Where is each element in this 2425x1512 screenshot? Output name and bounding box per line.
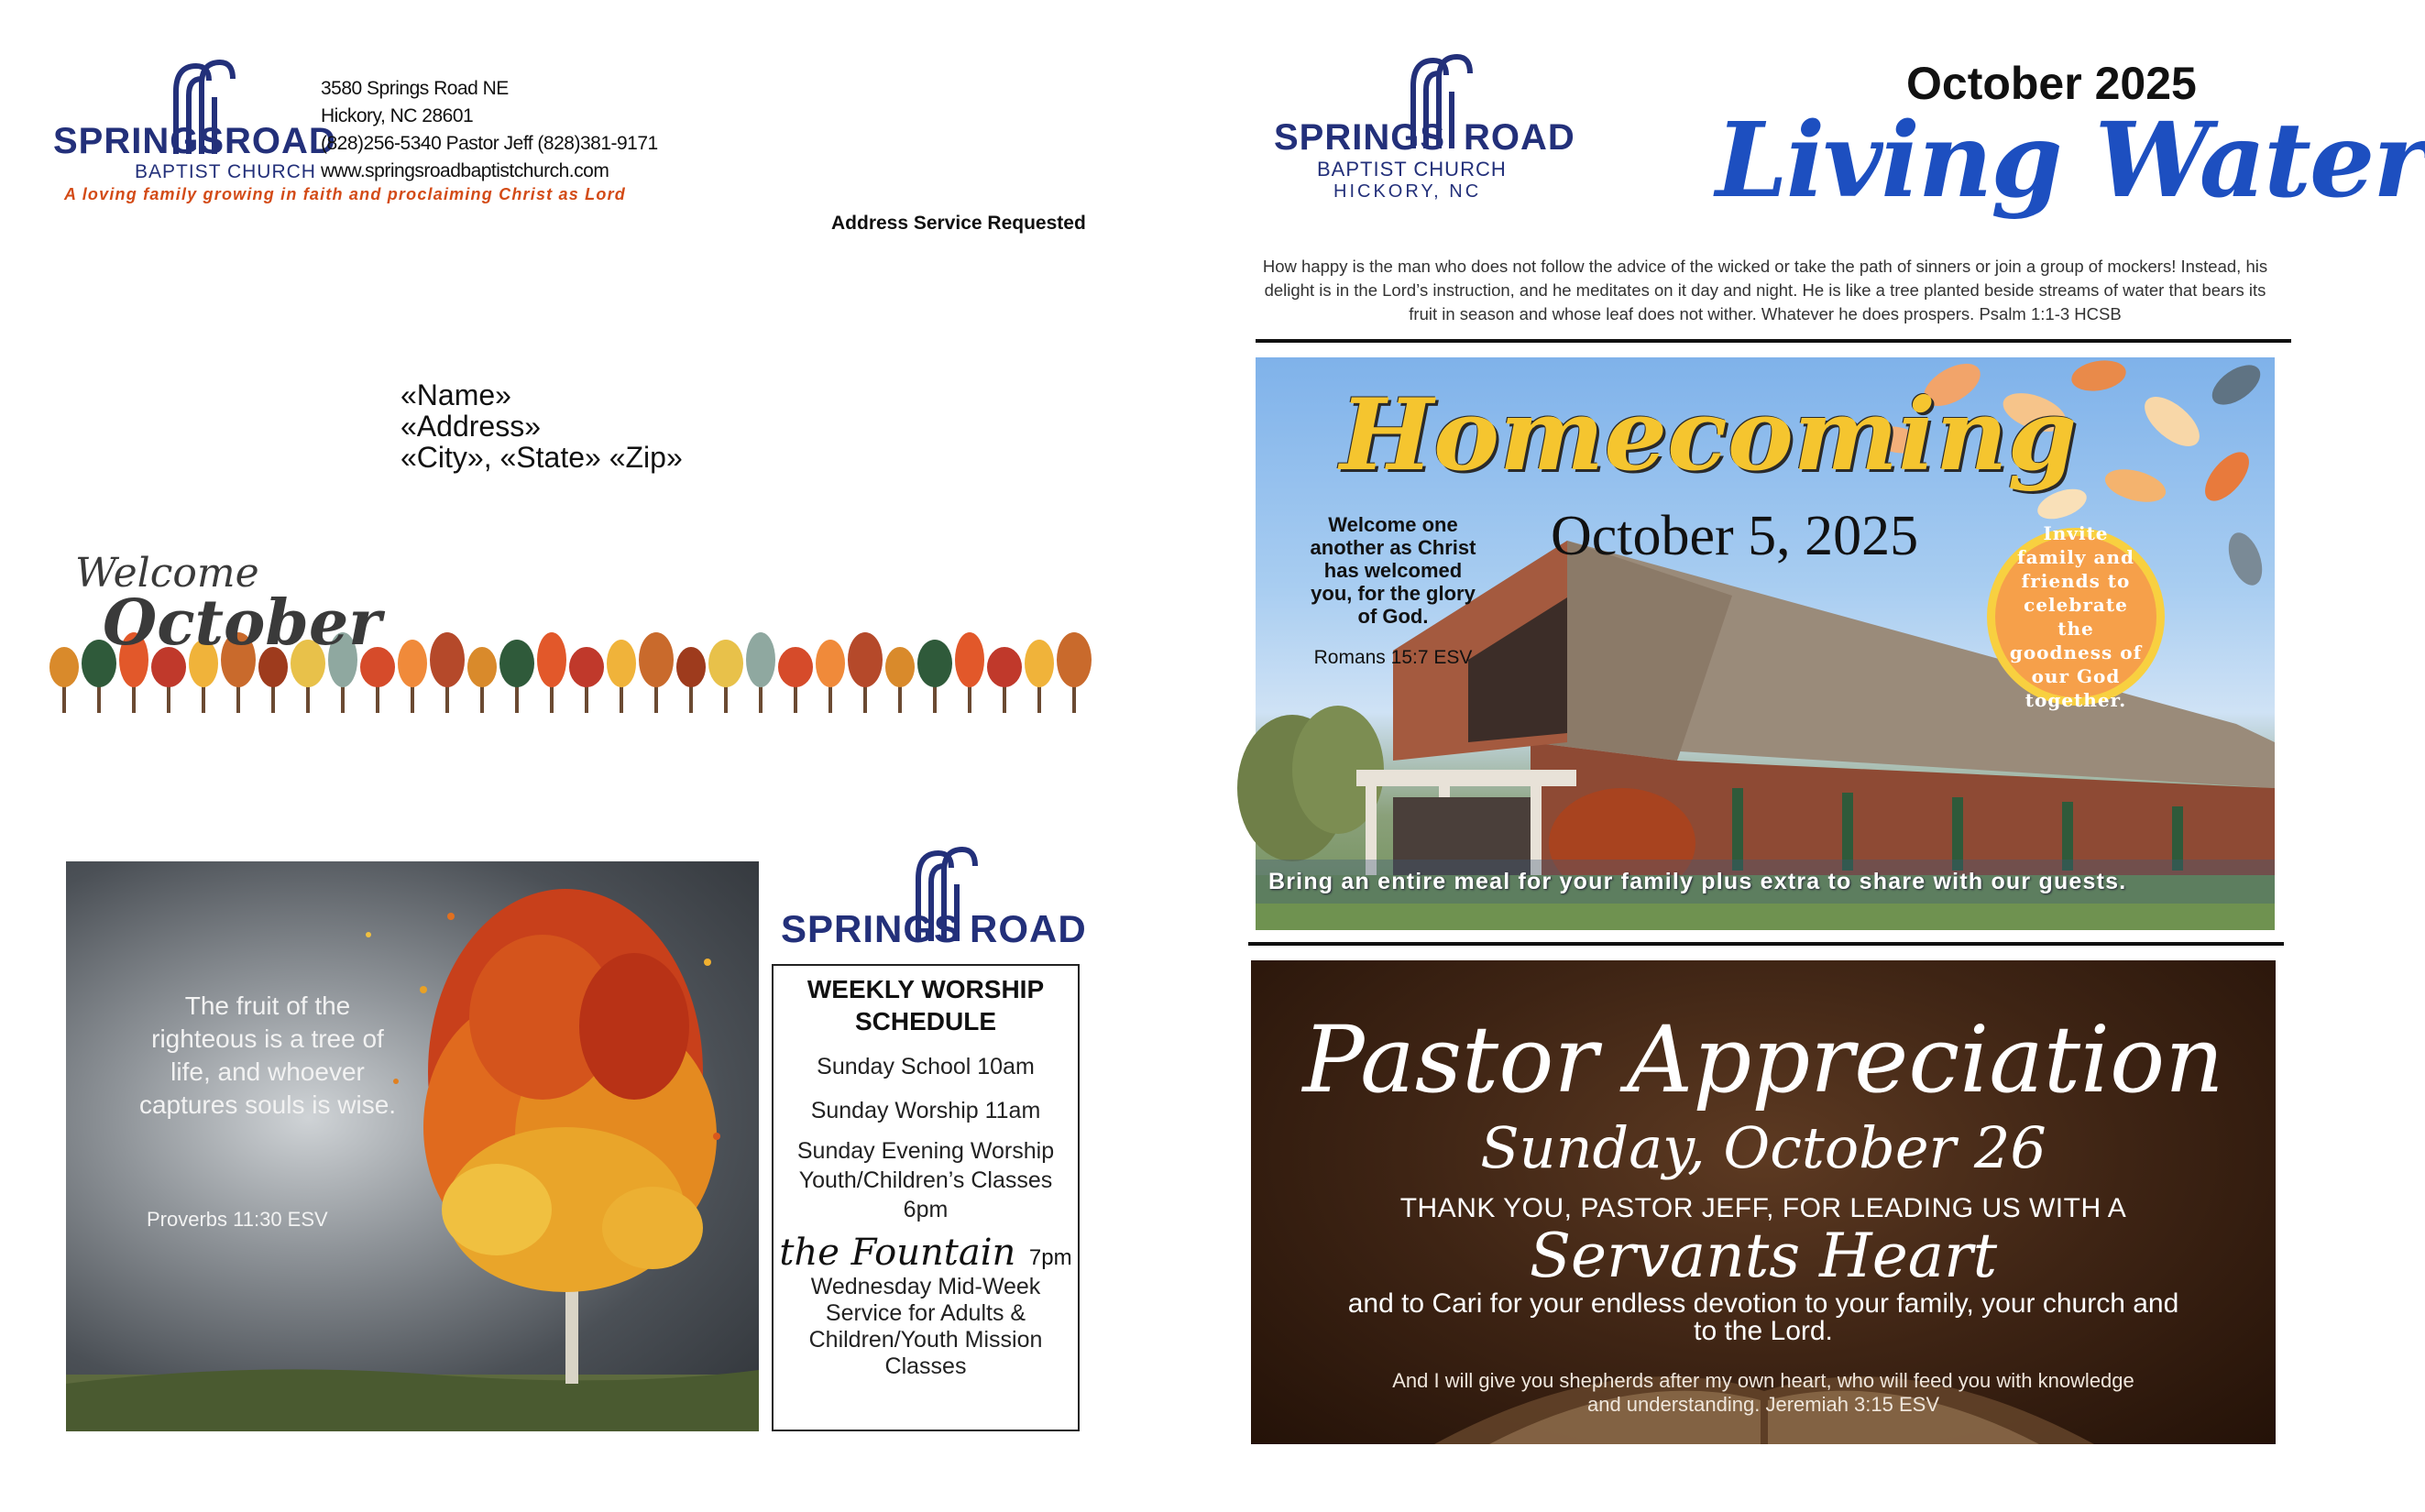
pastor-appreciation-title: Pastor Appreciation [1302,1006,2224,1113]
psalm-verse: How happy is the man who does not follow the advice of the wicked or take the path of sinners or join a group of mockers! Instead, his delight is in the Lord’s instruction, and he meditates on it day and night. He is like a tree planted beside streams of water that bears its fruit in season and whose leaf does not wither. Whatever he does prospers. Psalm 1:1-3 HCSB [1262,257,2268,323]
pastor-thanks-text: THANK YOU, PASTOR JEFF, FOR LEADING US WITH A [1399,1193,2127,1223]
schedule-item-sunday-evening: Sunday Evening Worship Youth/Children’s Classes 6pm [796,1138,1055,1222]
logo-word-springs: SPRINGS [53,121,225,161]
church-tagline: A loving family growing in faith and proclaiming Christ as Lord [64,185,626,203]
tree-icon [848,632,883,713]
invite-badge [1987,522,2165,711]
pastor-appreciation-date: Sunday, October 26 [1480,1114,2046,1181]
schedule-item-sunday-school: Sunday School 10am [817,1054,1035,1079]
masthead-logo-location: HICKORY, NC [1333,181,1482,202]
newsletter-title: Living Water [1716,101,2425,221]
tree-icon [607,640,636,713]
return-address-lines [321,75,658,185]
issue-month: October 2025 [1906,58,2197,109]
address-website: www.springsroadbaptistchurch.com [321,160,609,181]
tree-icon [499,640,534,713]
logo-subline: BAPTIST CHURCH [135,161,316,182]
tree-icon [1025,640,1054,713]
cari-thanks-text: and to Cari for your endless devotion to your family, your church and to the Lord. [1347,1288,2179,1346]
schedule-title: WEEKLY WORSHIP SCHEDULE [807,975,1045,1035]
tree-icon [537,632,566,713]
tree-icon [1057,632,1092,713]
invite-badge-text: Invite family and friends to celebrate the goodness of our God together. [2009,522,2143,711]
schedule-fountain [774,1232,1078,1274]
recipient-address [401,379,683,473]
recipient-name: «Name» [401,378,511,411]
tree-icon [917,640,952,713]
tree-icon [467,647,497,713]
tree-icon [430,632,465,713]
schedule-item-sunday-worship: Sunday Worship 11am [810,1098,1041,1123]
welcome-script-text: Welcome [75,550,259,597]
address-city: Hickory, NC 28601 [321,105,474,126]
tree-icon [778,647,813,713]
address-service-requested: Address Service Requested [831,213,1086,234]
tree-icon [955,632,984,713]
tree-icon [987,647,1022,713]
divider-top [1256,339,2291,343]
schedule-item-wednesday: Wednesday Mid-Week Service for Adults & Children/Youth Mission Classes [808,1274,1043,1379]
masthead-logo-springs: SPRINGS [1274,117,1446,158]
recipient-city-state-zip: «City», «State» «Zip» [401,441,683,474]
servants-heart-text: Servants Heart [1529,1221,1998,1291]
tree-icon [885,647,915,713]
schedule-logo-road: ROAD [970,907,1087,950]
tree-icon [746,632,775,713]
tree-icon [708,640,743,713]
schedule-logo-springs: SPRINGS [781,907,961,950]
tree-icon [639,632,674,713]
tree-icon [49,647,79,713]
address-phones: (828)256-5340 Pastor Jeff (828)381-9171 [321,133,658,154]
proverbs-verse-text: The fruit of the righteous is a tree of life, and whoever captures souls is wise. [138,992,397,1119]
masthead-logo-road: ROAD [1464,117,1575,158]
jeremiah-verse: And I will give you shepherds after my own heart, who will feed you with knowledge and understanding. Jeremiah 3:15 ESV [1392,1369,2134,1416]
proverbs-verse-reference: Proverbs 11:30 ESV [147,1208,328,1231]
homecoming-verse: Welcome one another as Christ has welcomed you, for the glory of God. [1310,513,1476,628]
homecoming-meal-banner: Bring an entire meal for your family plus extra to share with our guests. [1268,869,2127,894]
masthead-logo-subline: BAPTIST CHURCH [1317,158,1507,181]
homecoming-date: October 5, 2025 [1551,505,1919,567]
logo-word-road: ROAD [225,121,336,161]
fountain-name: the Fountain [779,1232,1016,1274]
recipient-address-line: «Address» [401,410,541,443]
october-script-text: October [103,586,382,660]
address-street: 3580 Springs Road NE [321,78,509,99]
fountain-time: 7pm [1028,1245,1072,1270]
homecoming-panel [1256,357,2275,930]
homecoming-verse-reference: Romans 15:7 ESV [1313,647,1473,668]
autumn-tree-icon [66,861,759,1431]
tree-icon [816,640,845,713]
pastor-appreciation-panel [1251,960,2276,1444]
tree-icon [398,640,427,713]
tree-icon [676,647,706,713]
fall-tree-verse-panel [66,861,759,1431]
weekly-worship-schedule [772,964,1080,1431]
divider-middle [1248,942,2284,946]
tree-icon [569,647,604,713]
homecoming-title: Homecoming [1340,378,2078,493]
